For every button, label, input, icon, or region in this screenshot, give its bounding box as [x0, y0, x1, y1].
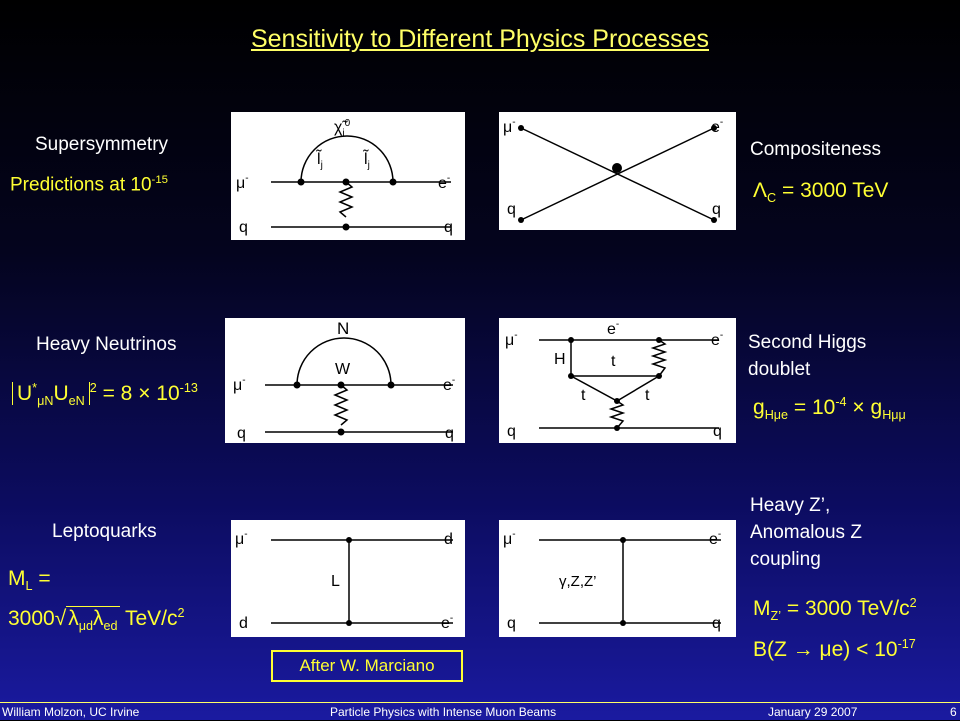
credit-box: After W. Marciano: [271, 650, 463, 682]
svg-text:χ̃i0: $\chĩ_i^0$: [334, 118, 351, 139]
label-predictions: Predictions at $10^{-15}$: [10, 174, 168, 196]
svg-text:q: q: [507, 615, 516, 632]
susy-diagram-svg: [231, 112, 465, 240]
svg-text:q: q: [712, 201, 721, 218]
svg-text:μ-: μ-: [233, 375, 246, 394]
svg-text:e-: e-: [711, 330, 724, 349]
svg-text:e-: e-: [709, 529, 722, 548]
formula-ml-lhs: $M_L$ =: [8, 567, 51, 594]
footer-talk: Particle Physics with Intense Muon Beams: [330, 705, 557, 719]
higgs-diagram: [499, 318, 736, 443]
svg-text:t: t: [581, 387, 586, 404]
svg-text:μ-: μ-: [235, 529, 248, 548]
susy-diagram: [231, 112, 465, 240]
svg-text:q: q: [712, 615, 721, 632]
label-second-higgs: Second Higgs doublet: [748, 332, 867, 380]
svg-text:l̃j: $l̃_j$: [317, 151, 323, 171]
label-leptoquarks: Leptoquarks: [52, 521, 157, 542]
svg-text:μ-: μ-: [236, 173, 249, 192]
formula-lambda-c: $\Lambda_C = 3000$ TeV: [753, 179, 889, 206]
slide-footer: [0, 702, 960, 721]
svg-text:N: N: [337, 319, 350, 338]
svg-text:H: H: [554, 351, 566, 368]
footer-author: William Molzon, UC Irvine: [2, 705, 140, 719]
footer-page: 6: [950, 705, 957, 719]
svg-text:e-: e-: [711, 117, 724, 136]
zprime-diagram-svg: [499, 520, 736, 637]
compositeness-diagram: [499, 112, 736, 230]
formula-neutrino-mixing: $U^*_{\mu N}U_{eN}^2 = 8 \times 10^{-13}$: [12, 381, 198, 408]
svg-text:d: d: [444, 531, 453, 548]
svg-text:e-: e-: [441, 613, 454, 632]
leptoquark-diagram: [231, 520, 465, 637]
svg-text:μ-: μ-: [503, 117, 516, 136]
svg-text:q: q: [507, 201, 516, 218]
svg-text:e-: e-: [438, 173, 451, 192]
compositeness-diagram-svg: [499, 112, 736, 230]
label-heavy-neutrinos: Heavy Neutrinos: [36, 334, 177, 355]
svg-text:q: q: [445, 425, 454, 442]
svg-text:d: d: [239, 615, 248, 632]
footer-date: January 29 2007: [768, 705, 858, 719]
formula-bz: $B(Z \to \mu e) < 10^{-17}$: [753, 637, 916, 661]
higgs-diagram-svg: [499, 318, 736, 443]
svg-text:q: q: [239, 219, 248, 236]
svg-text:γ,Z,Z’: γ,Z,Z’: [559, 573, 597, 590]
slide-title: Sensitivity to Different Physics Processes: [250, 25, 710, 53]
formula-higgs-coupling: $g_{H\mu e} = 10^{-4} \times g_{H\mu\mu}$: [753, 395, 906, 423]
svg-text:W: W: [335, 361, 351, 378]
label-compositeness: Compositeness: [750, 139, 881, 160]
svg-text:μ-: μ-: [505, 330, 518, 349]
svg-text:q: q: [713, 423, 722, 440]
formula-mz: $M_{Z’} = 3000$ TeV/$c^2$: [753, 596, 917, 624]
svg-text:q: q: [444, 219, 453, 236]
svg-text:l̃j: $l̃_j$: [364, 151, 370, 171]
zprime-diagram: [499, 520, 736, 637]
svg-text:t: t: [611, 353, 616, 370]
svg-text:q: q: [237, 425, 246, 442]
svg-text:e-: e-: [607, 319, 620, 338]
neutrino-diagram: [225, 318, 465, 443]
svg-text:e-: e-: [443, 375, 456, 394]
svg-text:q: q: [507, 423, 516, 440]
svg-text:t: t: [645, 387, 650, 404]
formula-ml-rhs: $3000√\lambda_{\mu d}\lambda_{ed}$ TeV/$c^2$: [8, 606, 185, 634]
svg-text:L: L: [331, 573, 340, 590]
svg-text:μ-: μ-: [503, 529, 516, 548]
neutrino-diagram-svg: [225, 318, 465, 443]
label-supersymmetry: Supersymmetry: [35, 134, 169, 155]
leptoquark-diagram-svg: [231, 520, 465, 637]
label-heavy-z: Heavy Z’, Anomalous Z coupling: [750, 495, 862, 570]
